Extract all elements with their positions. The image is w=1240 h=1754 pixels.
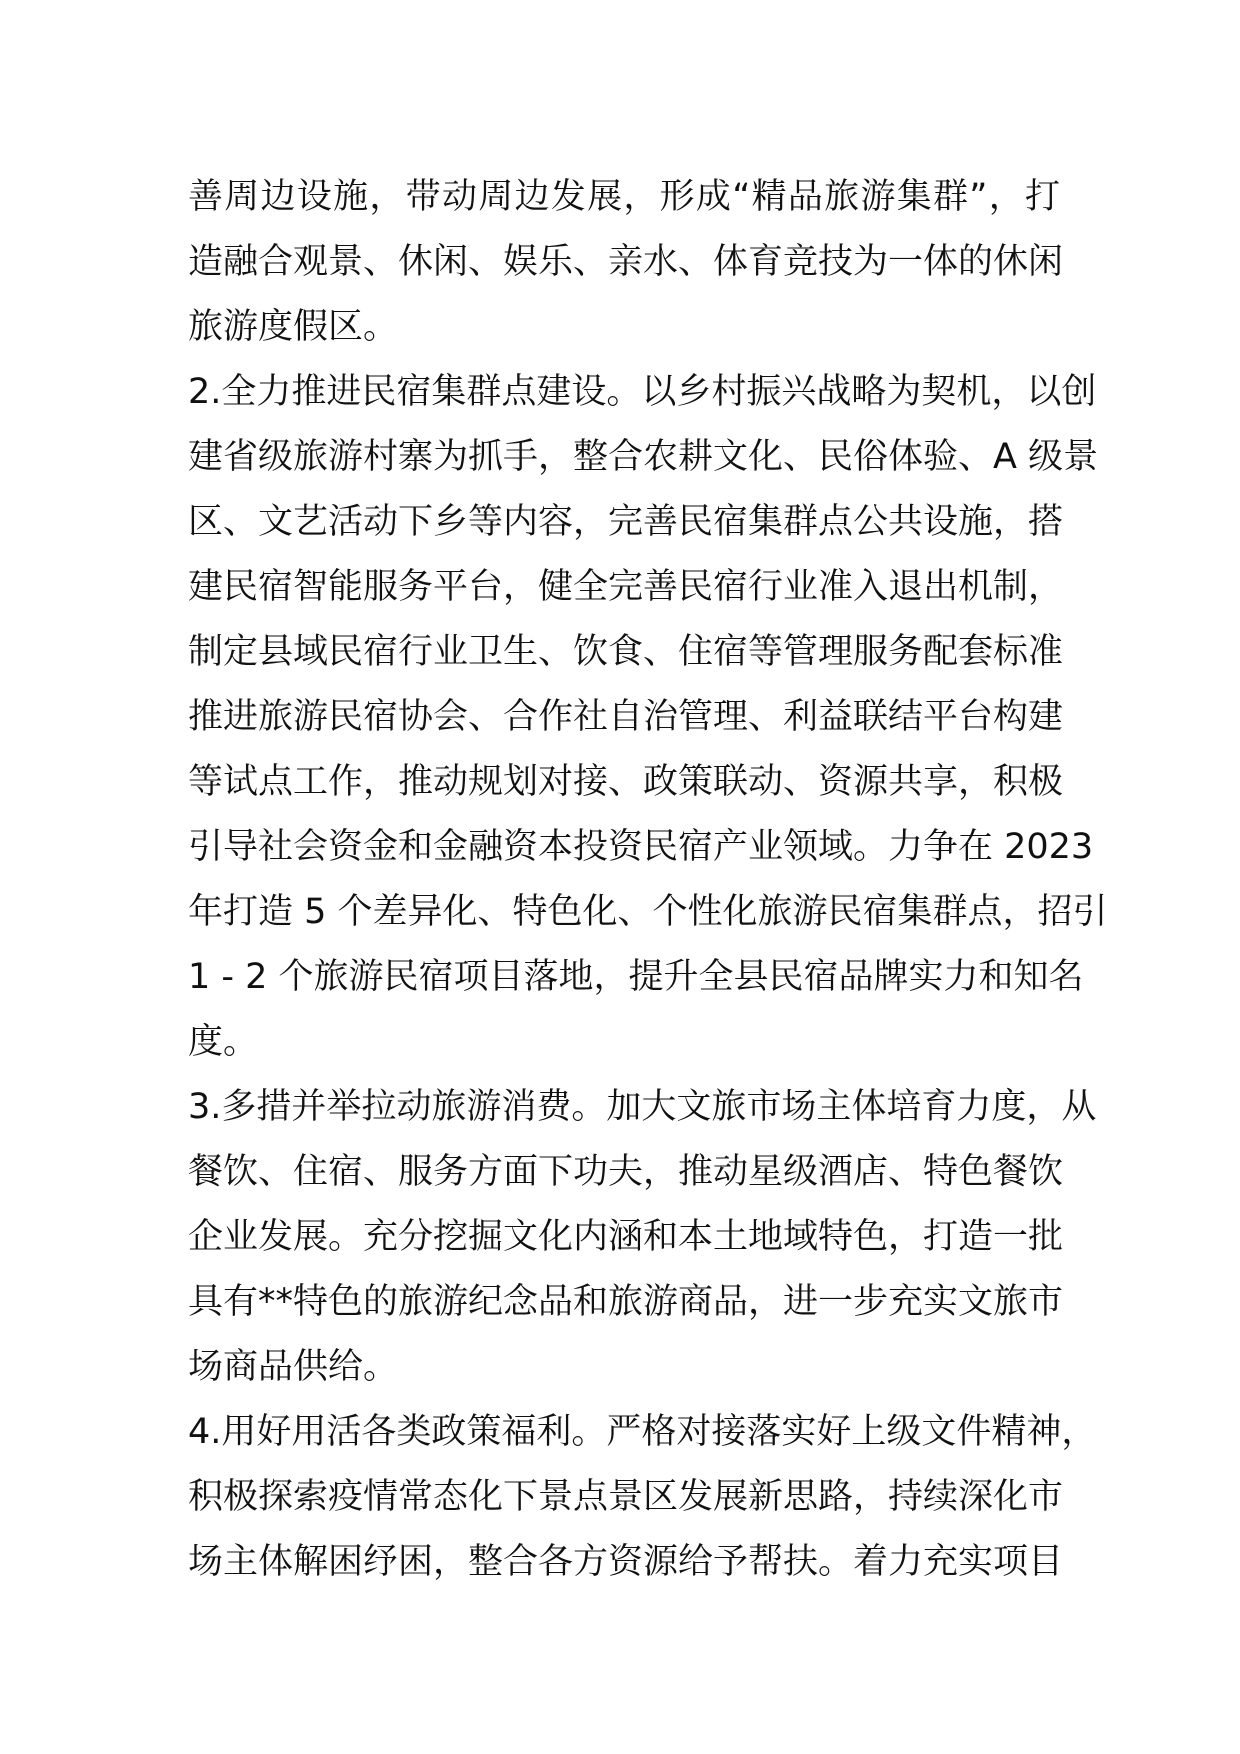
text-line: 区、文艺活动下乡等内容，完善民宿集群点公共设施，搭 <box>188 502 1064 542</box>
text-line: 建民宿智能服务平台，健全完善民宿行业准入退出机制， <box>188 567 1064 607</box>
text-line: 3.多措并举拉动旅游消费。加大文旅市场主体培育力度，从 <box>188 1087 1097 1127</box>
text-line: 善周边设施，带动周边发展，形成“精品旅游集群”，打 <box>188 177 1060 217</box>
text-line: 2.全力推进民宿集群点建设。以乡村振兴战略为契机，以创 <box>188 372 1097 412</box>
text-line: 场主体解困纾困，整合各方资源给予帮扶。着力充实项目 <box>188 1542 1064 1582</box>
text-line: 4.用好用活各类政策福利。严格对接落实好上级文件精神， <box>188 1412 1097 1452</box>
text-line: 餐饮、住宿、服务方面下功夫，推动星级酒店、特色餐饮 <box>188 1152 1064 1192</box>
text-line: 造融合观景、休闲、娱乐、亲水、体育竞技为一体的休闲 <box>188 242 1064 282</box>
text-line: 制定县域民宿行业卫生、饮食、住宿等管理服务配套标准 <box>188 632 1064 672</box>
text-line: 积极探索疫情常态化下景点景区发展新思路，持续深化市 <box>188 1477 1064 1517</box>
text-line: 推进旅游民宿协会、合作社自治管理、利益联结平台构建 <box>188 697 1064 737</box>
text-line: 1 - 2 个旅游民宿项目落地，提升全县民宿品牌实力和知名 <box>188 957 1084 997</box>
text-line: 建省级旅游村寨为抓手，整合农耕文化、民俗体验、A 级景 <box>188 437 1099 477</box>
text-line: 场商品供给。 <box>188 1347 399 1387</box>
text-line: 引导社会资金和金融资本投资民宿产业领域。力争在 2023 <box>188 827 1094 867</box>
text-line: 旅游度假区。 <box>188 307 399 347</box>
text-line: 企业发展。充分挖掘文化内涵和本土地域特色，打造一批 <box>188 1217 1064 1257</box>
text-line: 度。 <box>188 1022 259 1062</box>
body-text <box>188 165 1108 1595</box>
text-line: 等试点工作，推动规划对接、政策联动、资源共享，积极 <box>188 762 1064 802</box>
text-line: 年打造 5 个差异化、特色化、个性化旅游民宿集群点，招引 <box>188 892 1108 932</box>
text-line: 具有**特色的旅游纪念品和旅游商品，进一步充实文旅市 <box>188 1282 1064 1322</box>
